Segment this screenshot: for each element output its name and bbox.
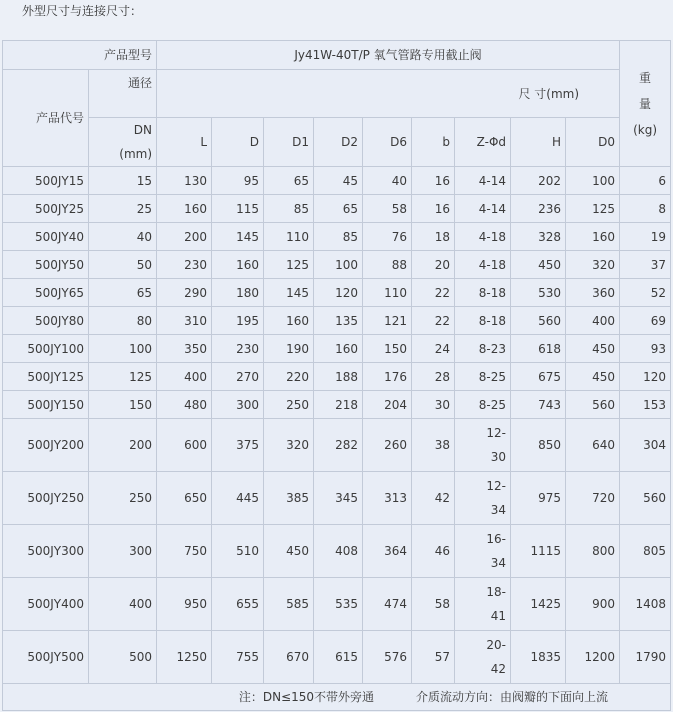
cell-d: 445 bbox=[212, 472, 264, 525]
cell-d1: 190 bbox=[264, 335, 314, 363]
cell-l: 350 bbox=[157, 335, 212, 363]
cell-w: 8 bbox=[620, 195, 671, 223]
cell-dn: 65 bbox=[89, 279, 157, 307]
cell-d1: 250 bbox=[264, 391, 314, 419]
table-row bbox=[3, 335, 671, 363]
cell-b: 30 bbox=[412, 391, 455, 419]
cell-dn: 25 bbox=[89, 195, 157, 223]
cell-d0: 800 bbox=[566, 525, 620, 578]
cell-w: 19 bbox=[620, 223, 671, 251]
model-label-cell: 产品型号 bbox=[3, 41, 157, 70]
cell-w: 120 bbox=[620, 363, 671, 391]
cell-d: 95 bbox=[212, 167, 264, 195]
cell-l: 200 bbox=[157, 223, 212, 251]
cell-bolt-spec: 18- 41 bbox=[455, 578, 511, 631]
cell-w: 6 bbox=[620, 167, 671, 195]
cell-l: 290 bbox=[157, 279, 212, 307]
cell-w: 560 bbox=[620, 472, 671, 525]
cell-d: 160 bbox=[212, 251, 264, 279]
cell-d0: 640 bbox=[566, 419, 620, 472]
column-header-d2: D2 bbox=[314, 118, 363, 167]
cell-bolt-spec: 12- 34 bbox=[455, 472, 511, 525]
cell-d6: 474 bbox=[363, 578, 412, 631]
cell-h: 618 bbox=[511, 335, 566, 363]
column-header-d1: D1 bbox=[264, 118, 314, 167]
cell-d: 300 bbox=[212, 391, 264, 419]
cell-d: 195 bbox=[212, 307, 264, 335]
cell-dn: 300 bbox=[89, 525, 157, 578]
cell-dn: 125 bbox=[89, 363, 157, 391]
cell-d: 180 bbox=[212, 279, 264, 307]
cell-w: 304 bbox=[620, 419, 671, 472]
column-header-l: L bbox=[157, 118, 212, 167]
cell-d0: 900 bbox=[566, 578, 620, 631]
cell-d0: 560 bbox=[566, 391, 620, 419]
cell-d0: 320 bbox=[566, 251, 620, 279]
cell-bolt-spec: 8-23 bbox=[455, 335, 511, 363]
footnote-bypass: 注：DN≤150不带外旁通 bbox=[238, 690, 375, 704]
cell-bolt-spec: 12- 30 bbox=[455, 419, 511, 472]
bore-label-cell: 通径 bbox=[89, 70, 157, 118]
cell-dn: 200 bbox=[89, 419, 157, 472]
cell-l: 230 bbox=[157, 251, 212, 279]
cell-d: 655 bbox=[212, 578, 264, 631]
cell-bolt-spec: 16- 34 bbox=[455, 525, 511, 578]
cell-l: 1250 bbox=[157, 631, 212, 684]
cell-d1: 160 bbox=[264, 307, 314, 335]
cell-b: 46 bbox=[412, 525, 455, 578]
cell-d6: 58 bbox=[363, 195, 412, 223]
weight-header-cell: 重 量 (kg) bbox=[620, 41, 671, 167]
cell-b: 16 bbox=[412, 167, 455, 195]
cell-b: 24 bbox=[412, 335, 455, 363]
cell-bolt-spec: 4-18 bbox=[455, 223, 511, 251]
cell-d0: 400 bbox=[566, 307, 620, 335]
cell-bolt-spec: 4-18 bbox=[455, 251, 511, 279]
cell-code: 500JY500 bbox=[3, 631, 89, 684]
cell-dn: 15 bbox=[89, 167, 157, 195]
cell-dn: 400 bbox=[89, 578, 157, 631]
cell-d1: 65 bbox=[264, 167, 314, 195]
cell-dn: 100 bbox=[89, 335, 157, 363]
table-row bbox=[3, 419, 671, 472]
cell-l: 310 bbox=[157, 307, 212, 335]
dn-label-cell: DN (mm) bbox=[89, 118, 157, 167]
cell-code: 500JY15 bbox=[3, 167, 89, 195]
dims-label-cell: 尺 寸(mm) bbox=[157, 70, 620, 118]
cell-d6: 576 bbox=[363, 631, 412, 684]
table-row bbox=[3, 279, 671, 307]
section-heading: 外型尺寸与连接尺寸： bbox=[22, 4, 143, 18]
cell-d1: 125 bbox=[264, 251, 314, 279]
cell-code: 500JY250 bbox=[3, 472, 89, 525]
table-row bbox=[3, 363, 671, 391]
cell-b: 20 bbox=[412, 251, 455, 279]
cell-b: 18 bbox=[412, 223, 455, 251]
cell-code: 500JY200 bbox=[3, 419, 89, 472]
cell-h: 743 bbox=[511, 391, 566, 419]
cell-h: 202 bbox=[511, 167, 566, 195]
column-header-zd: Z-Φd bbox=[455, 118, 511, 167]
column-header-d: D bbox=[212, 118, 264, 167]
cell-d6: 121 bbox=[363, 307, 412, 335]
cell-d2: 408 bbox=[314, 525, 363, 578]
cell-h: 530 bbox=[511, 279, 566, 307]
cell-b: 22 bbox=[412, 307, 455, 335]
column-header-d6: D6 bbox=[363, 118, 412, 167]
cell-code: 500JY300 bbox=[3, 525, 89, 578]
table-row bbox=[3, 307, 671, 335]
cell-d2: 120 bbox=[314, 279, 363, 307]
cell-d1: 385 bbox=[264, 472, 314, 525]
cell-l: 160 bbox=[157, 195, 212, 223]
cell-dn: 250 bbox=[89, 472, 157, 525]
cell-d6: 88 bbox=[363, 251, 412, 279]
cell-w: 93 bbox=[620, 335, 671, 363]
cell-h: 236 bbox=[511, 195, 566, 223]
footnote bbox=[3, 684, 671, 711]
cell-d0: 1200 bbox=[566, 631, 620, 684]
cell-d2: 188 bbox=[314, 363, 363, 391]
column-header-d0: D0 bbox=[566, 118, 620, 167]
cell-d: 510 bbox=[212, 525, 264, 578]
cell-h: 675 bbox=[511, 363, 566, 391]
column-header-b: b bbox=[412, 118, 455, 167]
cell-d2: 535 bbox=[314, 578, 363, 631]
cell-d: 230 bbox=[212, 335, 264, 363]
cell-h: 560 bbox=[511, 307, 566, 335]
cell-l: 650 bbox=[157, 472, 212, 525]
table-row bbox=[3, 391, 671, 419]
cell-l: 480 bbox=[157, 391, 212, 419]
cell-d1: 320 bbox=[264, 419, 314, 472]
cell-d6: 76 bbox=[363, 223, 412, 251]
cell-d1: 450 bbox=[264, 525, 314, 578]
cell-d1: 670 bbox=[264, 631, 314, 684]
cell-d1: 145 bbox=[264, 279, 314, 307]
cell-l: 130 bbox=[157, 167, 212, 195]
table-row bbox=[3, 472, 671, 525]
cell-d0: 100 bbox=[566, 167, 620, 195]
cell-bolt-spec: 4-14 bbox=[455, 195, 511, 223]
table-row bbox=[3, 223, 671, 251]
cell-code: 500JY50 bbox=[3, 251, 89, 279]
cell-w: 153 bbox=[620, 391, 671, 419]
cell-d6: 313 bbox=[363, 472, 412, 525]
cell-dn: 50 bbox=[89, 251, 157, 279]
cell-d2: 160 bbox=[314, 335, 363, 363]
cell-l: 600 bbox=[157, 419, 212, 472]
cell-b: 28 bbox=[412, 363, 455, 391]
cell-dn: 500 bbox=[89, 631, 157, 684]
table-row bbox=[3, 578, 671, 631]
cell-bolt-spec: 8-18 bbox=[455, 307, 511, 335]
cell-d0: 360 bbox=[566, 279, 620, 307]
code-label-cell: 产品代号 bbox=[3, 70, 89, 167]
cell-l: 400 bbox=[157, 363, 212, 391]
dimension-table bbox=[2, 40, 671, 711]
table-row bbox=[3, 631, 671, 684]
cell-b: 16 bbox=[412, 195, 455, 223]
cell-code: 500JY25 bbox=[3, 195, 89, 223]
cell-d: 270 bbox=[212, 363, 264, 391]
cell-b: 42 bbox=[412, 472, 455, 525]
cell-code: 500JY80 bbox=[3, 307, 89, 335]
cell-d2: 345 bbox=[314, 472, 363, 525]
cell-bolt-spec: 4-14 bbox=[455, 167, 511, 195]
cell-w: 1790 bbox=[620, 631, 671, 684]
cell-d6: 176 bbox=[363, 363, 412, 391]
cell-d: 375 bbox=[212, 419, 264, 472]
cell-d: 145 bbox=[212, 223, 264, 251]
cell-d0: 160 bbox=[566, 223, 620, 251]
cell-w: 1408 bbox=[620, 578, 671, 631]
cell-bolt-spec: 8-25 bbox=[455, 363, 511, 391]
cell-d6: 260 bbox=[363, 419, 412, 472]
cell-bolt-spec: 20- 42 bbox=[455, 631, 511, 684]
cell-d6: 204 bbox=[363, 391, 412, 419]
cell-w: 69 bbox=[620, 307, 671, 335]
cell-code: 500JY400 bbox=[3, 578, 89, 631]
cell-b: 22 bbox=[412, 279, 455, 307]
cell-d0: 450 bbox=[566, 335, 620, 363]
cell-code: 500JY100 bbox=[3, 335, 89, 363]
cell-d2: 85 bbox=[314, 223, 363, 251]
cell-d2: 65 bbox=[314, 195, 363, 223]
cell-b: 58 bbox=[412, 578, 455, 631]
cell-d0: 125 bbox=[566, 195, 620, 223]
cell-d6: 40 bbox=[363, 167, 412, 195]
table-row bbox=[3, 167, 671, 195]
table-row bbox=[3, 525, 671, 578]
cell-h: 975 bbox=[511, 472, 566, 525]
cell-d0: 450 bbox=[566, 363, 620, 391]
cell-d1: 585 bbox=[264, 578, 314, 631]
series-title-cell: Jy41W-40T/P 氧气管路专用截止阀 bbox=[157, 41, 620, 70]
cell-dn: 40 bbox=[89, 223, 157, 251]
cell-d1: 110 bbox=[264, 223, 314, 251]
cell-w: 805 bbox=[620, 525, 671, 578]
cell-d2: 45 bbox=[314, 167, 363, 195]
cell-d2: 282 bbox=[314, 419, 363, 472]
cell-d0: 720 bbox=[566, 472, 620, 525]
cell-d2: 100 bbox=[314, 251, 363, 279]
cell-d2: 218 bbox=[314, 391, 363, 419]
cell-dn: 80 bbox=[89, 307, 157, 335]
cell-d6: 110 bbox=[363, 279, 412, 307]
cell-h: 450 bbox=[511, 251, 566, 279]
column-header-h: H bbox=[511, 118, 566, 167]
cell-b: 57 bbox=[412, 631, 455, 684]
cell-h: 1425 bbox=[511, 578, 566, 631]
cell-h: 1115 bbox=[511, 525, 566, 578]
cell-l: 750 bbox=[157, 525, 212, 578]
cell-d1: 220 bbox=[264, 363, 314, 391]
cell-l: 950 bbox=[157, 578, 212, 631]
table-row bbox=[3, 251, 671, 279]
cell-d: 755 bbox=[212, 631, 264, 684]
cell-d2: 615 bbox=[314, 631, 363, 684]
cell-b: 38 bbox=[412, 419, 455, 472]
cell-d6: 150 bbox=[363, 335, 412, 363]
cell-w: 52 bbox=[620, 279, 671, 307]
cell-w: 37 bbox=[620, 251, 671, 279]
cell-d6: 364 bbox=[363, 525, 412, 578]
cell-d1: 85 bbox=[264, 195, 314, 223]
cell-code: 500JY40 bbox=[3, 223, 89, 251]
cell-h: 1835 bbox=[511, 631, 566, 684]
cell-code: 500JY65 bbox=[3, 279, 89, 307]
table-row bbox=[3, 195, 671, 223]
cell-bolt-spec: 8-18 bbox=[455, 279, 511, 307]
cell-bolt-spec: 8-25 bbox=[455, 391, 511, 419]
cell-h: 328 bbox=[511, 223, 566, 251]
cell-d2: 135 bbox=[314, 307, 363, 335]
cell-d: 115 bbox=[212, 195, 264, 223]
footnote-flow: 介质流动方向：由阀瓣的下面向上流 bbox=[416, 690, 609, 704]
cell-h: 850 bbox=[511, 419, 566, 472]
cell-dn: 150 bbox=[89, 391, 157, 419]
cell-code: 500JY150 bbox=[3, 391, 89, 419]
cell-code: 500JY125 bbox=[3, 363, 89, 391]
